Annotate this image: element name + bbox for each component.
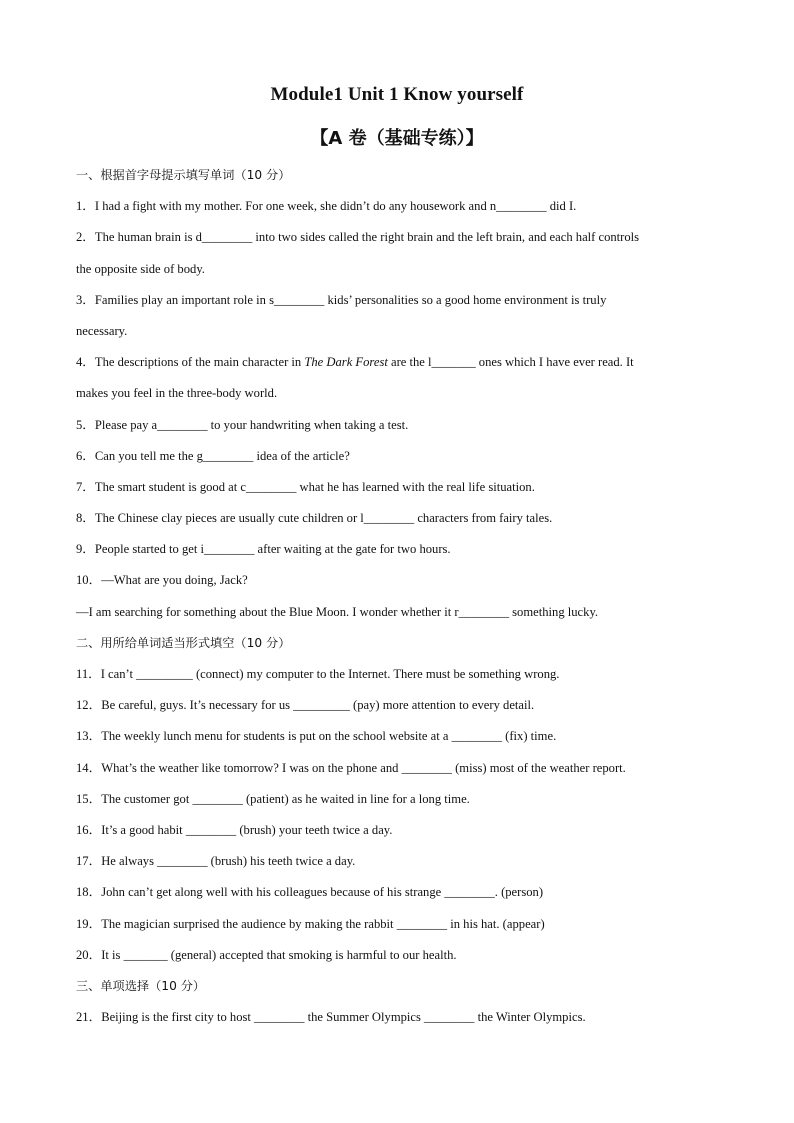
question-3-line-2: necessary. [76,323,128,338]
question-4-text-pre: 4．The descriptions of the main character in [76,355,305,370]
question-3-line-1: 3．Families play an important role in s________ kids’ personalities so a good home environment is truly [76,292,607,307]
page-subtitle: 【A 卷（基础专练）】 [310,128,484,149]
question-10-line-2: —I am searching for something about the Blue Moon. I wonder whether it r________ something lucky. [76,604,599,619]
question-21: 21．Beijing is the first city to host ________ the Summer Olympics ________ the Winter Olympics. [76,1010,586,1025]
question-18: 18．John can’t get along well with his colleagues because of his strange ________. (person) [76,885,544,900]
section-heading-2: 二、用所给单词适当形式填空（10 分） [76,635,291,650]
question-6: 6．Can you tell me the g________ idea of the article? [76,448,350,463]
question-11: 11．I can’t _________ (connect) my computer to the Internet. There must be something wrong. [76,667,560,681]
question-4-line-1 [76,352,716,383]
question-1: 1．I had a fight with my mother. For one week, she didn’t do any housework and n________ did I. [76,199,577,214]
worksheet-content [76,165,716,1038]
section-heading-1: 一、根据首字母提示填写单词（10 分） [76,168,291,182]
question-7: 7．The smart student is good at c________ what he has learned with the real life situation. [76,479,535,494]
question-5: 5．Please pay a________ to your handwriting when taking a test. [76,417,409,432]
question-13: 13．The weekly lunch menu for students is put on the school website at a ________ (fix) time. [76,729,557,744]
question-17: 17．He always ________ (brush) his teeth twice a day. [76,854,356,869]
question-4-line-2: makes you feel in the three-body world. [76,386,278,401]
book-title: The Dark Forest [304,355,388,370]
question-10-line-1: 10．—What are you doing, Jack? [76,573,248,588]
question-2-line-2: the opposite side of body. [76,261,205,276]
question-2-line-1: 2．The human brain is d________ into two sides called the right brain and the left brain, and each half controls [76,230,640,245]
question-15: 15．The customer got ________ (patient) as he waited in line for a long time. [76,791,470,806]
question-9: 9．People started to get i________ after waiting at the gate for two hours. [76,542,451,557]
question-4-text-post: are the l_______ ones which I have ever read. It [387,355,634,370]
question-19: 19．The magician surprised the audience by making the rabbit ________ in his hat. (appear) [76,916,545,931]
question-14: 14．What’s the weather like tomorrow? I was on the phone and ________ (miss) most of the weather report. [76,760,626,775]
question-12: 12．Be careful, guys. It’s necessary for us _________ (pay) more attention to every detail. [76,698,535,713]
page-title: Module1 Unit 1 Know yourself [270,84,524,105]
question-8: 8．The Chinese clay pieces are usually cute children or l________ characters from fairy tales. [76,511,553,526]
question-16: 16．It’s a good habit ________ (brush) your teeth twice a day. [76,822,393,837]
question-20: 20．It is _______ (general) accepted that smoking is harmful to our health. [76,947,457,962]
section-heading-3: 三、单项选择（10 分） [76,978,206,993]
